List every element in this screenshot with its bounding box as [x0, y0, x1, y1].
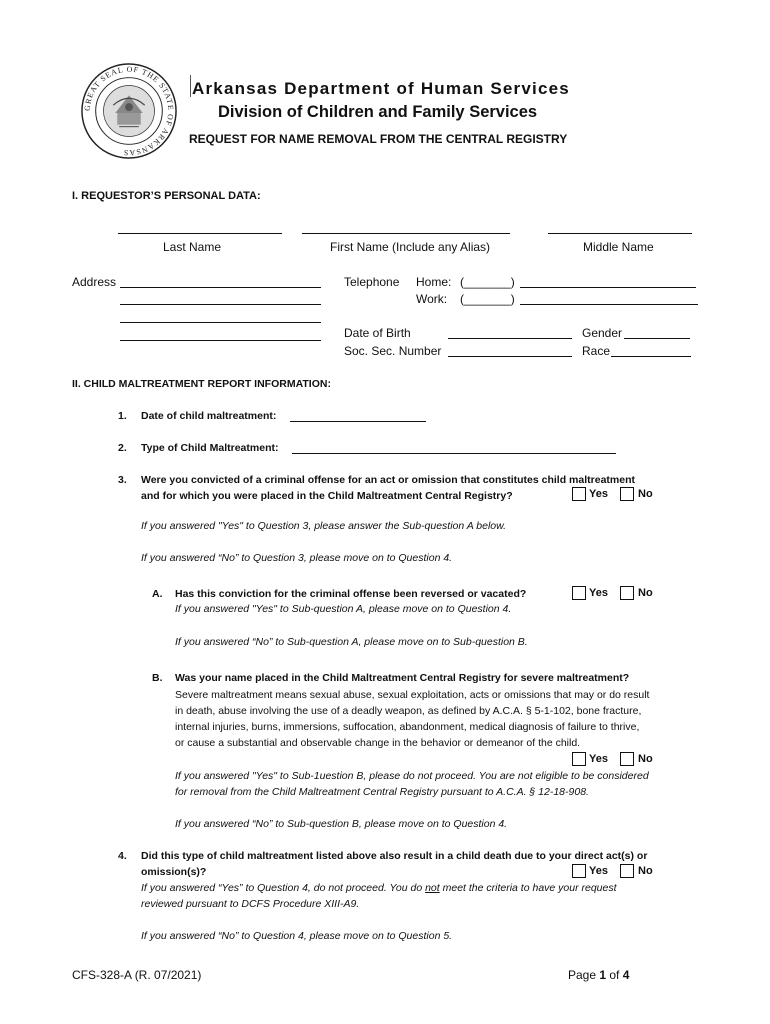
last-name-label: Last Name	[163, 240, 222, 254]
qB-yes-note-line2: for removal from the Child Maltreatment Central Registry pursuant to A.C.A. § 12-18-908.	[175, 786, 589, 798]
work-label: Work:	[416, 292, 448, 306]
dept-title: Arkansas Department of Human Services	[192, 79, 570, 98]
qB-yes-note-line1: If you answered "Yes" to Sub-1uestion B, please do not proceed. You are not eligible to be considered	[175, 770, 649, 782]
seal-text: GREAT SEAL OF THE STATE OF ARKANSAS	[82, 64, 176, 158]
first-name-label: First Name (Include any Alias)	[330, 240, 491, 254]
q4-text-line2: omission(s)?	[141, 866, 207, 878]
address-line-1[interactable]	[120, 287, 321, 288]
qB-definition-line1: Severe maltreatment means sexual abuse, sexual exploitation, acts or omissions that may or do result	[175, 689, 650, 701]
last-name-field[interactable]	[118, 233, 282, 234]
qB-no-checkbox[interactable]	[620, 752, 634, 766]
address-line-3[interactable]	[120, 322, 321, 323]
qA-yes-label: Yes	[589, 587, 608, 599]
race-field[interactable]	[611, 356, 691, 357]
dob-field[interactable]	[448, 338, 572, 339]
middle-name-label: Middle Name	[583, 240, 654, 254]
q4-text-line1: Did this type of child maltreatment listed above also result in a child death due to your direct act(s) or	[141, 850, 648, 862]
qB-definition-line4: or cause a substantial and observable change in the behavior or demeanor of the child.	[175, 737, 581, 749]
q3-no-note: If you answered “No” to Question 3, please move on to Question 4.	[141, 552, 453, 564]
q1-text: Date of child maltreatment:	[141, 410, 277, 422]
q3-no-checkbox[interactable]	[620, 487, 634, 501]
maltreatment-date-field[interactable]	[290, 421, 426, 422]
address-line-4[interactable]	[120, 340, 321, 341]
page-of: of	[606, 968, 623, 982]
ssn-label: Soc. Sec. Number	[344, 344, 442, 358]
section1-heading: I. REQUESTOR’S PERSONAL DATA:	[72, 190, 261, 202]
first-name-field[interactable]	[302, 233, 510, 234]
qA-yes-note: If you answered "Yes" to Sub-question A, please move on to Question 4.	[175, 603, 512, 615]
address-label: Address	[72, 275, 117, 289]
qB-yes-checkbox[interactable]	[572, 752, 586, 766]
qA-no-label: No	[638, 587, 653, 599]
qB-definition-line2: in death, abuse involving the use of a deadly weapon, as defined by A.C.A. § 5-1-102, bone fracture,	[175, 705, 642, 717]
q3-number: 3.	[118, 474, 127, 486]
qB-text: Was your name placed in the Child Maltreatment Central Registry for severe maltreatment?	[175, 672, 630, 684]
state-seal	[80, 62, 178, 160]
qB-no-note: If you answered “No” to Sub-question B, please move on to Question 4.	[175, 818, 508, 830]
q4-yes-note-not: not	[425, 882, 440, 894]
home-phone-field[interactable]	[520, 287, 696, 288]
q4-no-checkbox[interactable]	[620, 864, 634, 878]
q2-number: 2.	[118, 442, 127, 454]
home-label: Home:	[416, 275, 452, 289]
q3-no-label: No	[638, 488, 653, 500]
gender-field[interactable]	[624, 338, 690, 339]
q3-text-line1: Were you convicted of a criminal offense for an act or omission that constitutes child maltreatment	[141, 474, 635, 486]
q3-yes-note: If you answered "Yes" to Question 3, please answer the Sub-question A below.	[141, 520, 507, 532]
maltreatment-type-field[interactable]	[292, 453, 616, 454]
q4-yes-note-line2: reviewed pursuant to DCFS Procedure XIII-A9.	[141, 898, 360, 910]
qA-no-checkbox[interactable]	[620, 586, 634, 600]
home-area-code[interactable]: (_______)	[460, 275, 515, 289]
ssn-field[interactable]	[448, 356, 572, 357]
text-cursor	[190, 75, 191, 97]
qA-letter: A.	[152, 588, 163, 600]
q4-no-note: If you answered “No” to Question 4, please move on to Question 5.	[141, 930, 453, 942]
qB-letter: B.	[152, 672, 163, 684]
q2-text: Type of Child Maltreatment:	[141, 442, 279, 454]
page-prefix: Page	[568, 968, 600, 982]
work-area-code[interactable]: (_______)	[460, 292, 515, 306]
page-indicator	[568, 968, 629, 982]
q4-no-label: No	[638, 865, 653, 877]
form-number: CFS-328-A (R. 07/2021)	[72, 968, 202, 982]
qB-yes-label: Yes	[589, 753, 608, 765]
dob-label: Date of Birth	[344, 326, 411, 340]
qB-no-label: No	[638, 753, 653, 765]
middle-name-field[interactable]	[548, 233, 692, 234]
telephone-label: Telephone	[344, 275, 400, 289]
gender-label: Gender	[582, 326, 623, 340]
address-line-2[interactable]	[120, 304, 321, 305]
qA-no-note: If you answered “No” to Sub-question A, please move on to Sub-question B.	[175, 636, 528, 648]
q4-yes-label: Yes	[589, 865, 608, 877]
q4-number: 4.	[118, 850, 127, 862]
q3-yes-label: Yes	[589, 488, 608, 500]
q3-yes-checkbox[interactable]	[572, 487, 586, 501]
section2-heading: II. CHILD MALTREATMENT REPORT INFORMATION:	[72, 378, 331, 390]
qA-text: Has this conviction for the criminal offense been reversed or vacated?	[175, 588, 527, 600]
division-title: Division of Children and Family Services	[218, 103, 538, 121]
page-total: 4	[622, 968, 630, 982]
q4-yes-checkbox[interactable]	[572, 864, 586, 878]
qA-yes-checkbox[interactable]	[572, 586, 586, 600]
q4-yes-note-part2: meet the criteria to have your request	[439, 882, 617, 894]
page-number: 1	[599, 968, 607, 982]
race-label: Race	[582, 344, 611, 358]
work-phone-field[interactable]	[520, 304, 698, 305]
form-title: REQUEST FOR NAME REMOVAL FROM THE CENTRAL REGISTRY	[189, 132, 568, 146]
q4-yes-note-line1	[141, 882, 617, 894]
qB-definition-line3: internal injuries, burns, immersions, suffocation, abandonment, medical diagnosis of failure to thrive,	[175, 721, 640, 733]
q4-yes-note-part1: If you answered “Yes” to Question 4, do not proceed. You do	[141, 882, 426, 894]
q1-number: 1.	[118, 410, 127, 422]
q3-text-line2: and for which you were placed in the Child Maltreatment Central Registry?	[141, 490, 513, 502]
